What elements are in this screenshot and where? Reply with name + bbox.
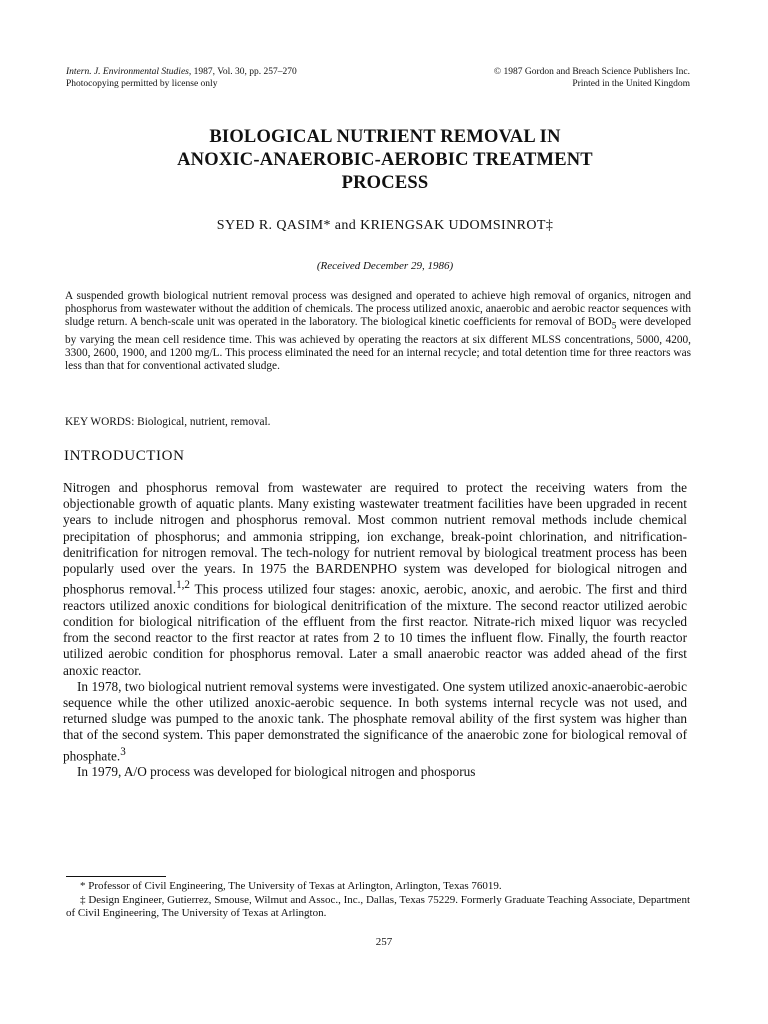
footnote-2: ‡ Design Engineer, Gutierrez, Smouse, Wilmut and Assoc., Inc., Dallas, Texas 75229. Formerly Graduate Teaching Associate, Department of Civil Engineering, The University of Texas at Arlington. bbox=[66, 893, 690, 919]
copyright-notice: © 1987 Gordon and Breach Science Publishers Inc. bbox=[493, 67, 690, 77]
printed-notice: Printed in the United Kingdom bbox=[572, 79, 690, 89]
abstract-subscript: 5 bbox=[611, 321, 617, 332]
footnote-1: * Professor of Civil Engineering, The University of Texas at Arlington, Arlington, Texas 76019. bbox=[80, 880, 502, 892]
footnote-divider bbox=[66, 876, 166, 877]
title-line-2: ANOXIC-ANAEROBIC-AEROBIC TREATMENT bbox=[177, 150, 593, 170]
paragraph-1 bbox=[63, 480, 687, 679]
photocopy-notice: Photocopying permitted by license only bbox=[66, 79, 218, 89]
header-left bbox=[66, 66, 297, 90]
reference-superscript: 1,2 bbox=[176, 579, 190, 592]
journal-citation bbox=[66, 66, 297, 78]
page-number: 257 bbox=[375, 936, 393, 948]
section-heading-introduction: INTRODUCTION bbox=[64, 448, 185, 464]
reference-superscript: 3 bbox=[120, 745, 126, 758]
header-right bbox=[494, 66, 690, 90]
abstract bbox=[65, 290, 691, 373]
title-line-1: BIOLOGICAL NUTRIENT REMOVAL IN bbox=[209, 127, 561, 147]
paragraph-1-part-a: Nitrogen and phosphorus removal from wastewater are required to protect the receiving waters from the objectionable growth of aquatic plants. Many existing wastewater treatment facilities have been upgraded in recent years to include nitrogen and phosphorus removal. Most common nutrient removal methods include chemical precipitation of phosphorus; and ammonia stripping, ion exchange, break-point chlorination, and nitrification-denitrification for nitrogen removal. The tech-nology for nutrient removal by biological treatment process has been popularly used over the years. In 1975 the BARDENPHO system was developed for biological nitrogen and phosphorus removal. bbox=[63, 480, 687, 597]
paper-title bbox=[70, 126, 700, 195]
journal-name: Intern. J. Environmental Studies, bbox=[66, 67, 192, 77]
title-line-3: PROCESS bbox=[341, 173, 429, 193]
paragraph-2 bbox=[63, 679, 687, 764]
paragraph-3: In 1979, A/O process was developed for biological nitrogen and phosporus bbox=[77, 764, 476, 780]
body-text bbox=[63, 480, 687, 781]
keywords: KEY WORDS: Biological, nutrient, removal. bbox=[65, 416, 271, 428]
paragraph-2-part-a: In 1978, two biological nutrient removal systems were investigated. One system utilized anoxic-anaerobic-aerobic sequence while the other utilized anoxic-aerobic sequence. In both systems internal recycle was not used, and returned sludge was pumped to the anoxic tank. The phosphate removal ability of the first system was higher than that of the second system. This paper demonstrated the significance of the anaerobic zone for biological removal of phosphate. bbox=[63, 678, 687, 764]
received-date: (Received December 29, 1986) bbox=[316, 260, 454, 272]
footnotes bbox=[66, 880, 690, 921]
citation-details: 1987, Vol. 30, pp. 257–270 bbox=[191, 67, 297, 77]
authors: SYED R. QASIM* and KRIENGSAK UDOMSINROT‡ bbox=[216, 218, 554, 233]
abstract-part-2: were developed by varying the mean cell residence time. This was achieved by operating the reactors at six different MLSS concentrations, 5000, 4200, 3300, 2600, 1900, and 1200 mg/L. This process eliminated the need for an internal recycle; and total detention time for three reactors was less than that for conventional activated sludge. bbox=[65, 316, 691, 372]
abstract-part-1: A suspended growth biological nutrient removal process was designed and operated to achieve high removal of organics, nitrogen and phosphorus from wastewater without the addition of chemicals. The process utilized anoxic, anaerobic and aerobic reactor sequences with sludge return. A bench-scale unit was operated in the laboratory. The biological kinetic coefficients for removal of BOD bbox=[65, 290, 691, 329]
paragraph-1-part-b: This process utilized four stages: anoxic, aerobic, anoxic, and aerobic. The first and third reactors utilized anoxic conditions for biological denitrification of the mixture. The second reactor utilized aerobic condition for biological nitrification of the effluent from the first reactor. Nitrate-rich mixed liquor was recycled from the second reactor to the first reactor at rates from 2 to 10 times the influent flow. Finally, the fourth reactor utilized aerobic condition for phosphorus removal. Later a small anaerobic reactor was added ahead of the first anoxic reactor. bbox=[63, 581, 688, 678]
